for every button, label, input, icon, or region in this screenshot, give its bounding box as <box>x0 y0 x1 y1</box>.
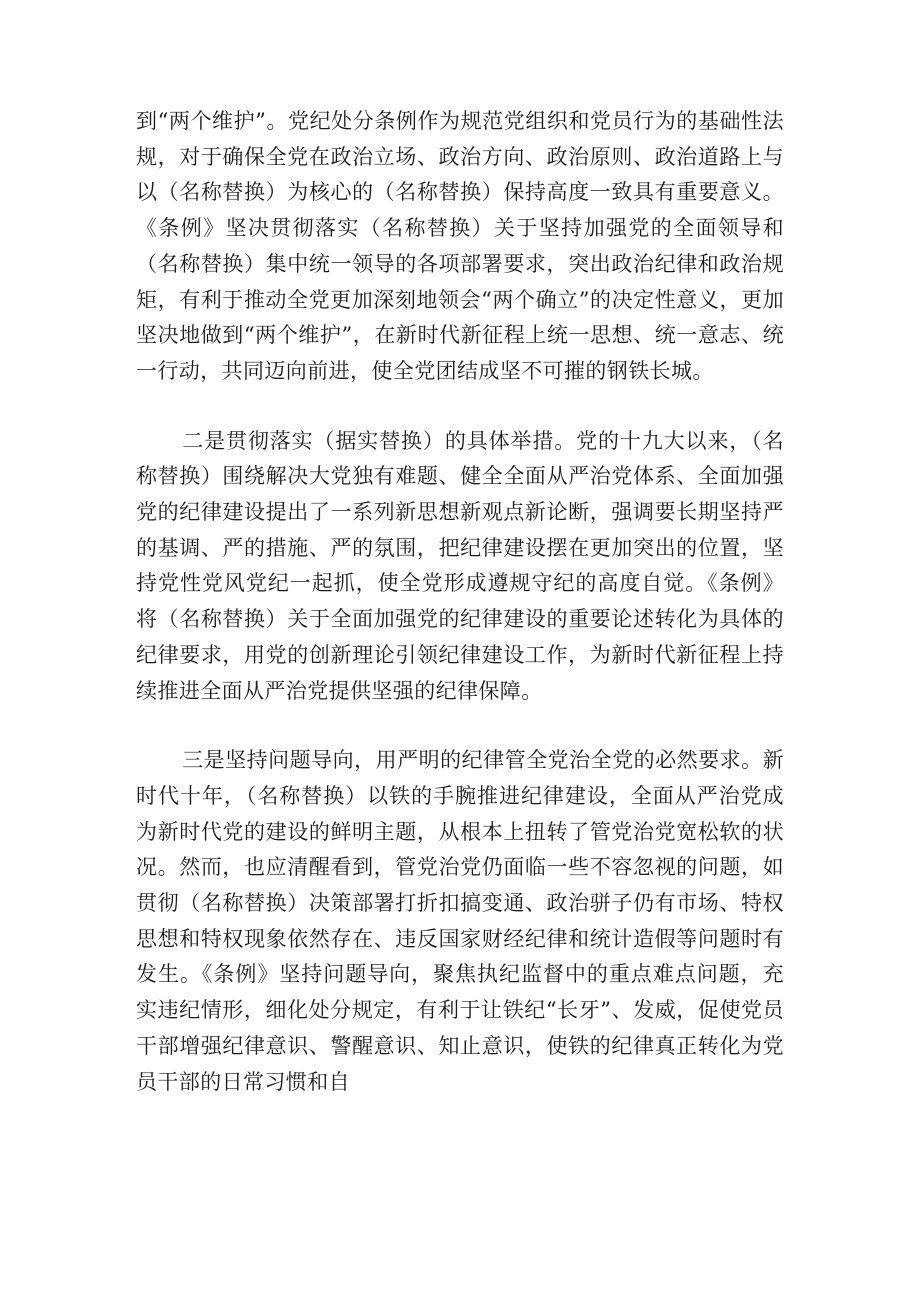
paragraph-3: 三是坚持问题导向，用严明的纪律管全党治全党的必然要求。新时代十年，（名称替换）以铁的手腕推进纪律建设，全面从严治党成为新时代党的建设的鲜明主题，从根本上扭转了管党治党宽松软的状况。然而，也应清醒看到，管党治党仍面临一些不容忽视的问题，如贯彻（名称替换）决策部署打折扣搞变通、政治骈子仍有市场、特权思想和特权现象依然存在、违反国家财经纪律和统计造假等问题时有发生。《条例》坚持问题导向，聚焦执纪监督中的重点难点问题，充实违纪情形，细化处分规定，有利于让铁纪“长牙”、发威，促使党员干部增强纪律意识、警醒意识、知止意识，使铁的纪律真正转化为党员干部的日常习惯和自 <box>136 748 784 1094</box>
paragraph-spacer <box>136 709 784 743</box>
document-body <box>136 104 784 1100</box>
paragraph-1: 到“两个维护”。党纪处分条例作为规范党组织和党员行为的基础性法规，对于确保全党在政治立场、政治方向、政治原则、政治道路上与以（名称替换）为核心的（名称替换）保持高度一致具有重要意义。《条例》坚决贯彻落实（名称替换）关于坚持加强党的全面领导和（名称替换）集中统一领导的各项部署要求，突出政治纪律和政治规矩，有利于推动全党更加深刻地领会“两个确立”的决定性意义，更加坚决地做到“两个维护”，在新时代新征程上统一思想、统一意志、统一行动，共同迈向前进，使全党团结成坚不可摧的钢铁长城。 <box>136 109 784 383</box>
paragraph-spacer <box>136 390 784 424</box>
paragraph-2: 二是贯彻落实（据实替换）的具体举措。党的十九大以来，（名称替换）围绕解决大党独有难题、健全全面从严治党体系、全面加强党的纪律建设提出了一系列新思想新观点新论断，强调要长期坚持严的基调、严的措施、严的氛围，把纪律建设摆在更加突出的位置，坚持党性党风党纪一起抓，使全党形成遵规守纪的高度自觉。《条例》将（名称替换）关于全面加强党的纪律建设的重要论述转化为具体的纪律要求，用党的创新理论引领纪律建设工作，为新时代新征程上持续推进全面从严治党提供坚强的纪律保障。 <box>136 428 784 703</box>
